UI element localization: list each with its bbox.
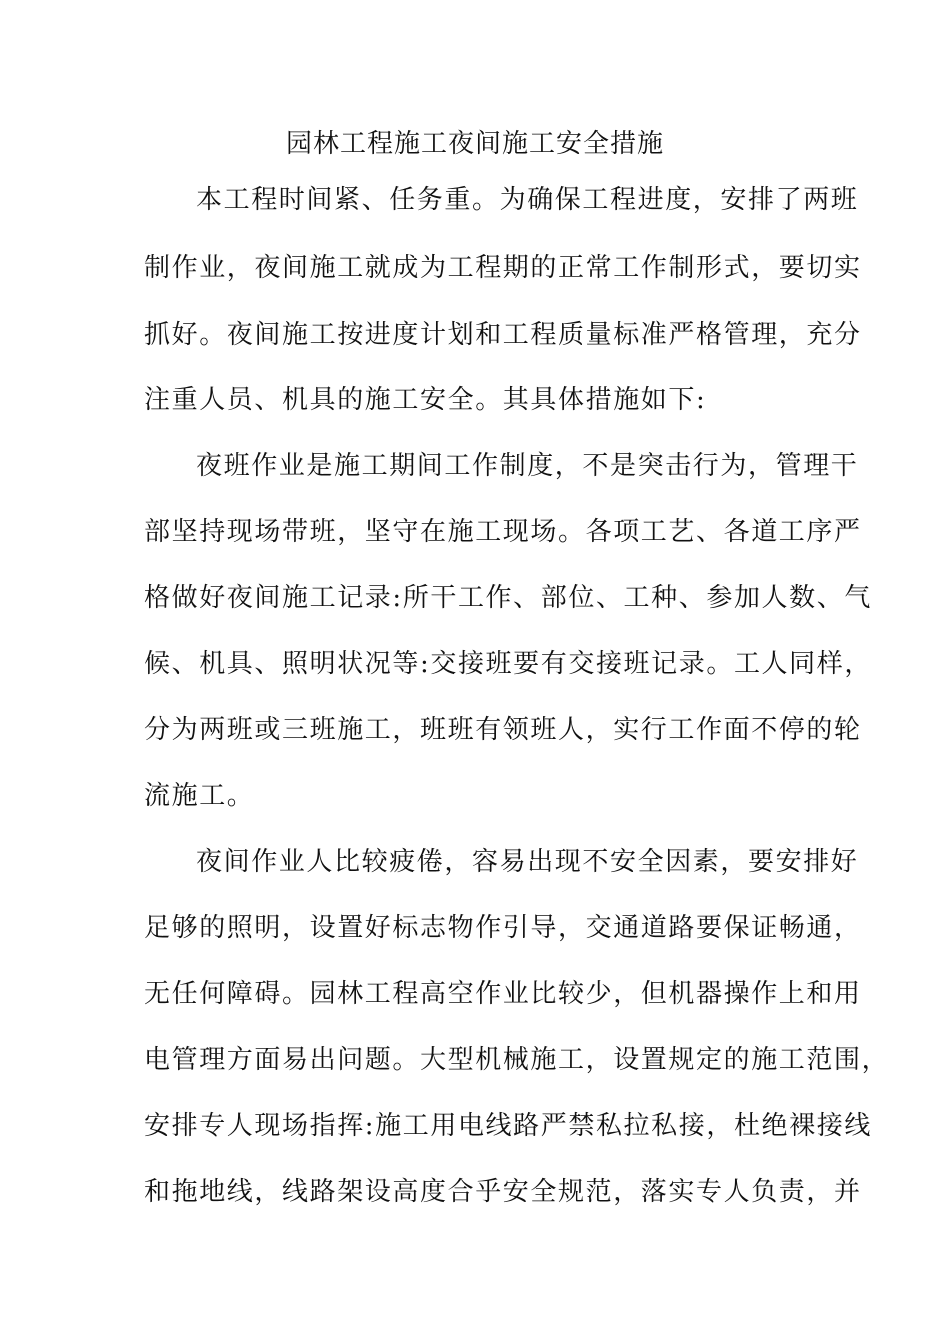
paragraph-2-line-2: 部坚持现场带班，坚守在施工现场。各项工艺、各道工序严 xyxy=(144,517,862,547)
paragraph-3-line-6: 和拖地线，线路架设高度合乎安全规范，落实专人负责，并 xyxy=(144,1177,862,1207)
paragraph-3-line-2: 足够的照明，设置好标志物作引导，交通道路要保证畅通， xyxy=(144,913,862,943)
paragraph-3-line-1: 夜间作业人比较疲倦，容易出现不安全因素，要安排好 xyxy=(196,847,859,877)
paragraph-3-line-4: 电管理方面易出问题。大型机械施工，设置规定的施工范围， xyxy=(144,1045,890,1075)
paragraph-2-line-6: 流施工。 xyxy=(144,781,255,811)
paragraph-1-line-2: 制作业，夜间施工就成为工程期的正常工作制形式，要切实 xyxy=(144,253,862,283)
paragraph-1-line-3: 抓好。夜间施工按进度计划和工程质量标准严格管理，充分 xyxy=(144,320,862,350)
paragraph-2-line-4: 候、机具、照明状况等:交接班要有交接班记录。工人同样， xyxy=(144,649,872,679)
paragraph-2-line-1: 夜班作业是施工期间工作制度，不是突击行为，管理干 xyxy=(196,451,859,481)
paragraph-2-line-3: 格做好夜间施工记录:所干工作、部位、工种、参加人数、气 xyxy=(144,583,872,613)
paragraph-1-line-1: 本工程时间紧、任务重。为确保工程进度，安排了两班 xyxy=(196,185,859,215)
paragraph-3-line-3: 无任何障碍。园林工程高空作业比较少，但机器操作上和用 xyxy=(144,979,862,1009)
document-title: 园林工程施工夜间施工安全措施 xyxy=(285,129,664,159)
paragraph-3-line-5: 安排专人现场指挥:施工用电线路严禁私拉私接，杜绝裸接线 xyxy=(144,1111,872,1141)
paragraph-2-line-5: 分为两班或三班施工，班班有领班人，实行工作面不停的轮 xyxy=(144,715,862,745)
paragraph-1-line-4: 注重人员、机具的施工安全。其具体措施如下: xyxy=(144,385,707,415)
